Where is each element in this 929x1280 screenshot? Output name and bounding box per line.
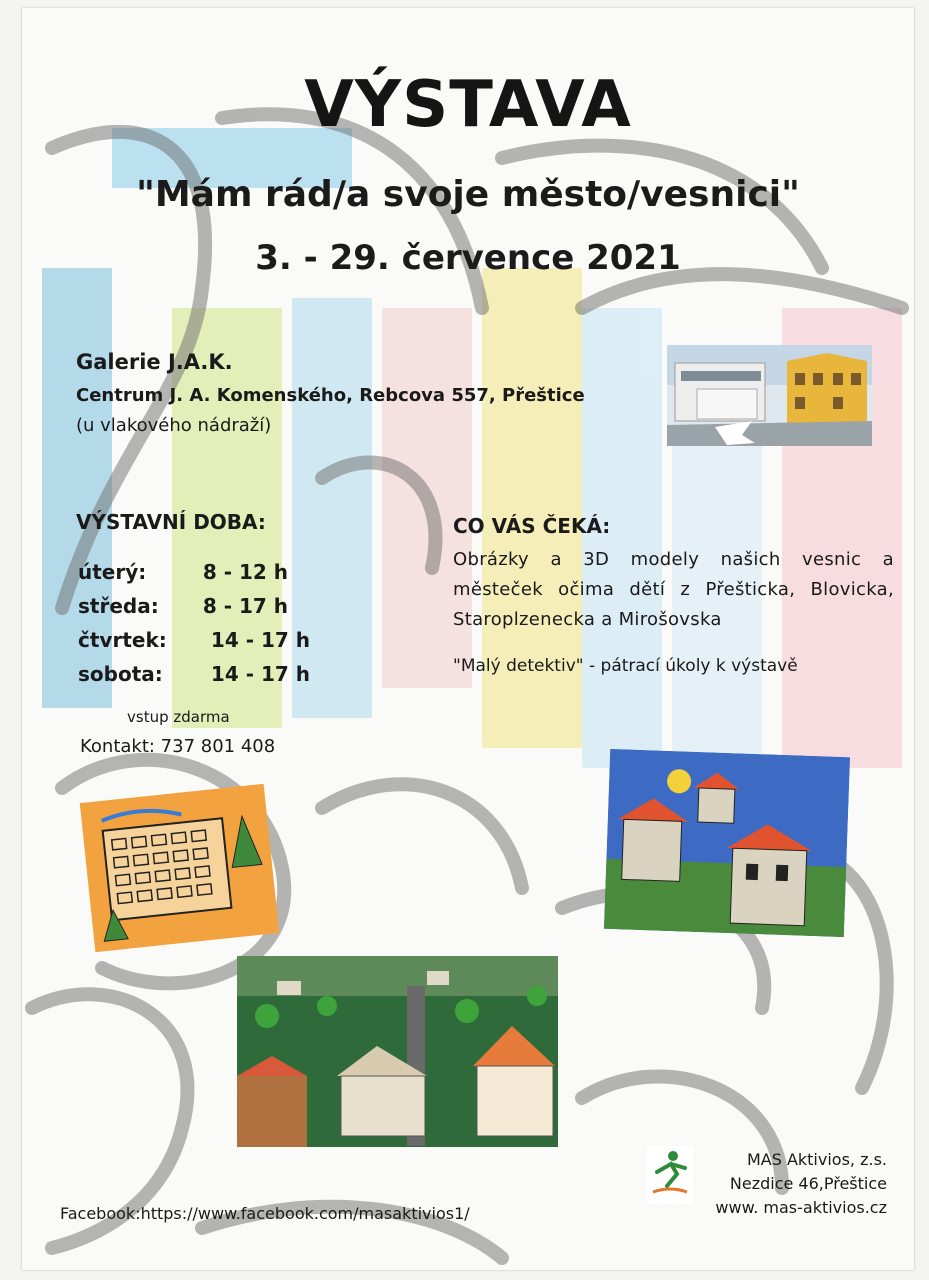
venue-note: (u vlakového nádraží)	[76, 415, 272, 436]
contact-phone: Kontakt: 737 801 408	[80, 736, 276, 757]
venue-address: Centrum J. A. Komenského, Rebcova 557, Přeštice	[76, 385, 585, 406]
hours-day: středa:	[78, 594, 159, 618]
entry-free-text: vstup zdarma	[127, 708, 230, 726]
exhibition-name: "Mám rád/a svoje město/vesnici"	[136, 174, 800, 215]
child-drawing-building	[80, 784, 280, 953]
hours-time: 8 - 12 h	[202, 560, 288, 584]
opening-hours-heading: VÝSTAVNÍ DOBA:	[76, 510, 266, 534]
poster-title: VÝSTAVA	[304, 68, 632, 142]
organizer-info	[707, 1148, 887, 1220]
hours-day: sobota:	[78, 662, 163, 686]
what-to-expect-text: Obrázky a 3D modely našich vesnic a městeček očima dětí z Přešticka, Blovicka, Staroplzenecka a Mirošovska	[453, 549, 894, 630]
gallery-building-photo	[667, 345, 872, 446]
organizer-address: Nezdice 46,Přeštice	[729, 1174, 887, 1193]
hours-time: 14 - 17 h	[210, 662, 310, 686]
organizer-website: www. mas-aktivios.cz	[715, 1198, 887, 1217]
hours-time: 8 - 17 h	[202, 594, 288, 618]
hours-row	[78, 594, 318, 628]
detective-activity-text: "Malý detektiv" - pátrací úkoly k výstavě	[453, 656, 798, 676]
mas-aktivios-logo	[647, 1146, 693, 1204]
hours-row	[78, 662, 318, 696]
hours-day: čtvrtek:	[78, 628, 167, 652]
town-model-photo	[237, 956, 558, 1147]
organizer-name: MAS Aktivios, z.s.	[746, 1150, 887, 1169]
what-to-expect-heading: CO VÁS ČEKÁ:	[453, 514, 611, 538]
facebook-link: Facebook:https://www.facebook.com/masaktivios1/	[60, 1204, 470, 1223]
hours-time: 14 - 17 h	[210, 628, 310, 652]
venue-name: Galerie J.A.K.	[76, 350, 233, 374]
poster-sheet	[22, 8, 914, 1270]
hours-row	[78, 628, 318, 662]
opening-hours-table	[78, 560, 318, 696]
hours-row	[78, 560, 318, 594]
child-drawing-houses	[604, 749, 850, 937]
exhibition-dates: 3. - 29. července 2021	[255, 238, 681, 278]
hours-day: úterý:	[78, 560, 147, 584]
